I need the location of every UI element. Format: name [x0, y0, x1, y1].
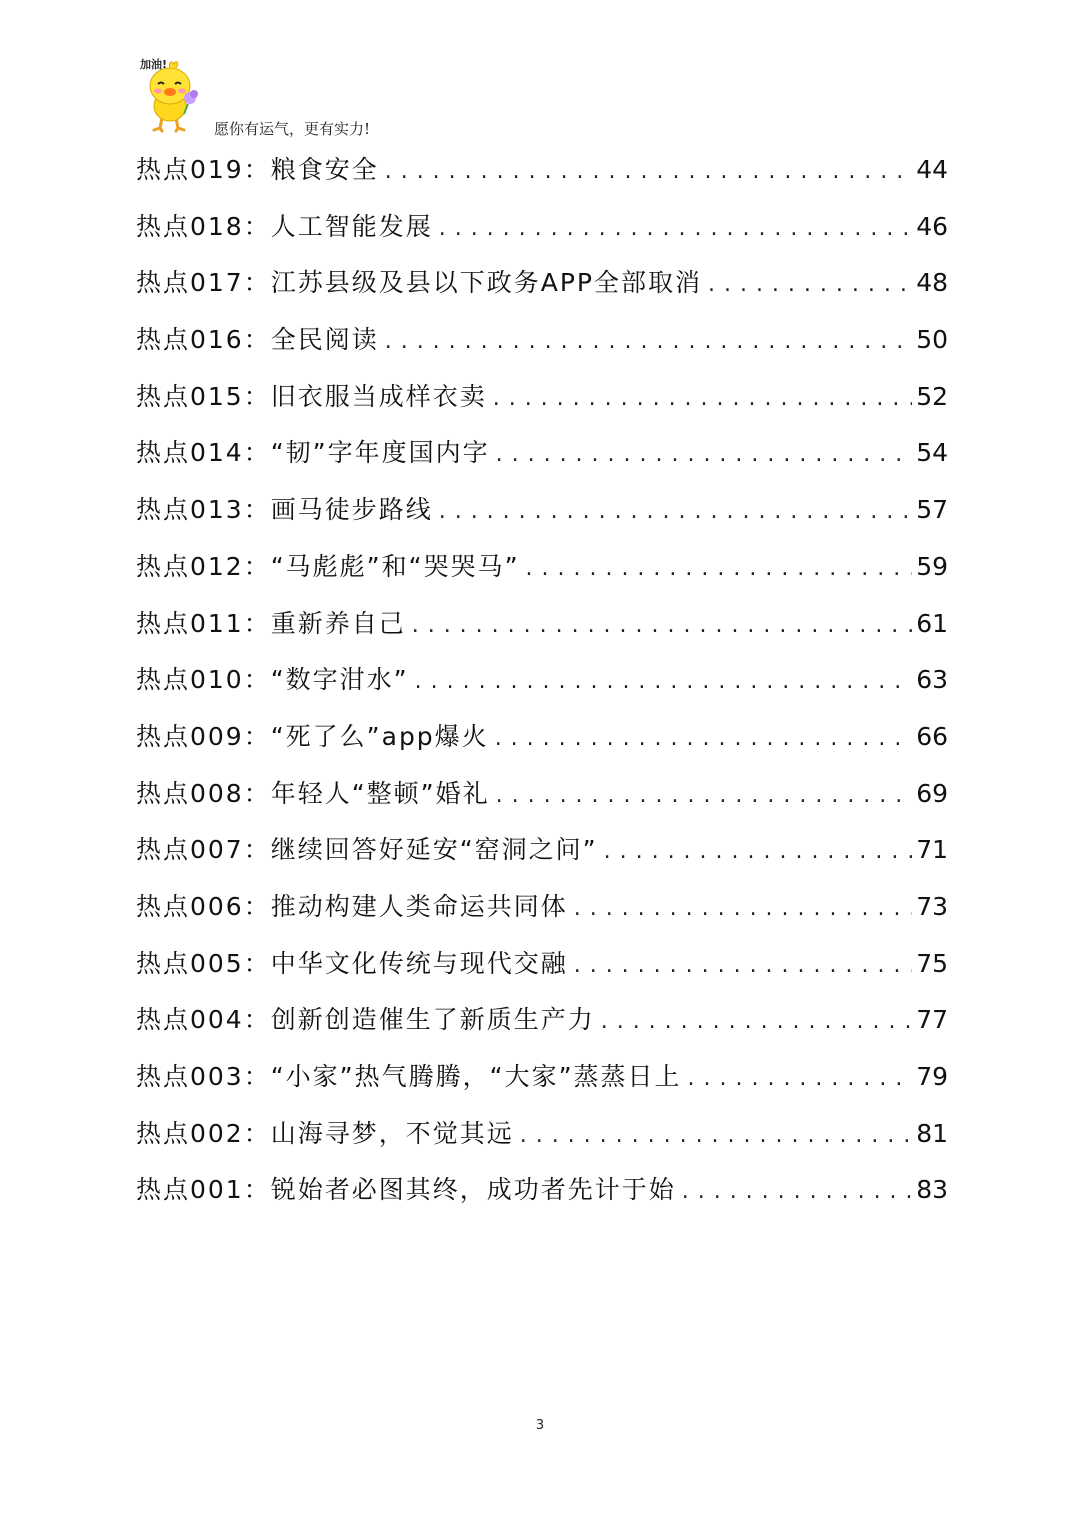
toc-leader-dots [496, 427, 913, 484]
toc-entry-title: 热点010：“数字泔水” [136, 665, 409, 695]
toc-leader-dots [682, 1164, 912, 1221]
toc-entry-title: 热点016：全民阅读 [136, 325, 379, 355]
toc-leader-dots [439, 484, 912, 541]
toc-leader-dots [493, 371, 912, 428]
toc-entry[interactable] [136, 822, 948, 879]
toc-entry-page: 81 [916, 1118, 948, 1148]
toc-entry[interactable] [136, 652, 948, 709]
toc-entry-title: 热点011：重新养自己 [136, 608, 406, 638]
toc-entry-title: 热点001：锐始者必图其终，成功者先计于始 [136, 1175, 676, 1205]
toc-entry[interactable] [136, 1049, 948, 1106]
toc-entry[interactable] [136, 879, 948, 936]
toc-entry-page: 63 [916, 665, 948, 695]
toc-leader-dots [604, 824, 913, 881]
toc-entry-title: 热点005：中华文化传统与现代交融 [136, 948, 568, 978]
chick-mascot-icon [134, 48, 210, 134]
toc-entry[interactable] [136, 936, 948, 993]
toc-entry[interactable] [136, 312, 948, 369]
toc-entry-page: 66 [916, 721, 948, 751]
toc-entry[interactable] [136, 1162, 948, 1219]
toc-entry-title: 热点009：“死了么”app爆火 [136, 721, 489, 751]
toc-entry[interactable] [136, 199, 948, 256]
toc-entry[interactable] [136, 255, 948, 312]
toc-entry-page: 83 [916, 1175, 948, 1205]
toc-entry-title: 热点014：“韧”字年度国内字 [136, 438, 490, 468]
toc-entry-page: 77 [916, 1005, 948, 1035]
toc-entry[interactable] [136, 1106, 948, 1163]
toc-entry[interactable] [136, 142, 948, 199]
toc-leader-dots [526, 541, 913, 598]
toc-entry[interactable] [136, 596, 948, 653]
toc-leader-dots [601, 994, 912, 1051]
toc-leader-dots [574, 881, 912, 938]
table-of-contents [136, 142, 948, 1219]
toc-entry-page: 48 [916, 268, 948, 298]
toc-entry-title: 热点003：“小家”热气腾腾，“大家”蒸蒸日上 [136, 1062, 682, 1091]
toc-entry-page: 52 [916, 381, 948, 411]
header-slogan: 愿你有运气，更有实力! [214, 120, 371, 138]
toc-entry[interactable] [136, 766, 948, 823]
toc-leader-dots [495, 711, 913, 768]
toc-entry-page: 46 [916, 211, 948, 241]
toc-entry-page: 79 [916, 1062, 948, 1091]
toc-leader-dots [688, 1051, 913, 1108]
toc-entry-title: 热点008：年轻人“整顿”婚礼 [136, 778, 490, 808]
toc-entry-title: 热点015：旧衣服当成样衣卖 [136, 381, 487, 411]
toc-entry-title: 热点002：山海寻梦，不觉其远 [136, 1118, 514, 1148]
toc-leader-dots [412, 598, 912, 655]
toc-entry-page: 50 [916, 325, 948, 355]
mascot-caption: 加油! [140, 58, 168, 71]
toc-entry[interactable] [136, 539, 948, 596]
toc-entry[interactable] [136, 425, 948, 482]
toc-entry-page: 44 [916, 155, 948, 184]
toc-entry-page: 61 [916, 608, 948, 638]
toc-leader-dots [574, 938, 912, 995]
toc-leader-dots [415, 654, 913, 711]
page-number: 3 [535, 1418, 545, 1433]
toc-entry[interactable] [136, 369, 948, 426]
toc-entry-page: 75 [916, 948, 948, 978]
toc-entry[interactable] [136, 992, 948, 1049]
toc-entry-page: 71 [916, 835, 948, 865]
toc-entry-page: 54 [916, 438, 948, 468]
toc-leader-dots [385, 314, 912, 371]
toc-entry-title: 热点013：画马徒步路线 [136, 495, 433, 525]
toc-entry-title: 热点012：“马彪彪”和“哭哭马” [136, 551, 520, 581]
toc-entry-page: 69 [916, 778, 948, 808]
toc-leader-dots [385, 144, 912, 201]
toc-leader-dots [708, 257, 912, 314]
toc-entry[interactable] [136, 482, 948, 539]
toc-entry-page: 73 [916, 891, 948, 921]
toc-entry-title: 热点018：人工智能发展 [136, 211, 433, 241]
toc-leader-dots [520, 1108, 912, 1165]
toc-entry-page: 57 [916, 495, 948, 525]
toc-entry-title: 热点019：粮食安全 [136, 155, 379, 184]
toc-leader-dots [496, 768, 913, 825]
toc-leader-dots [439, 201, 912, 258]
toc-entry-title: 热点004：创新创造催生了新质生产力 [136, 1005, 595, 1035]
toc-entry-title: 热点007：继续回答好延安“窑洞之问” [136, 835, 598, 865]
page-header [134, 48, 534, 148]
toc-entry-page: 59 [916, 551, 948, 581]
toc-entry-title: 热点017：江苏县级及县以下政务APP全部取消 [136, 268, 702, 298]
toc-entry-title: 热点006：推动构建人类命运共同体 [136, 891, 568, 921]
toc-entry[interactable] [136, 709, 948, 766]
